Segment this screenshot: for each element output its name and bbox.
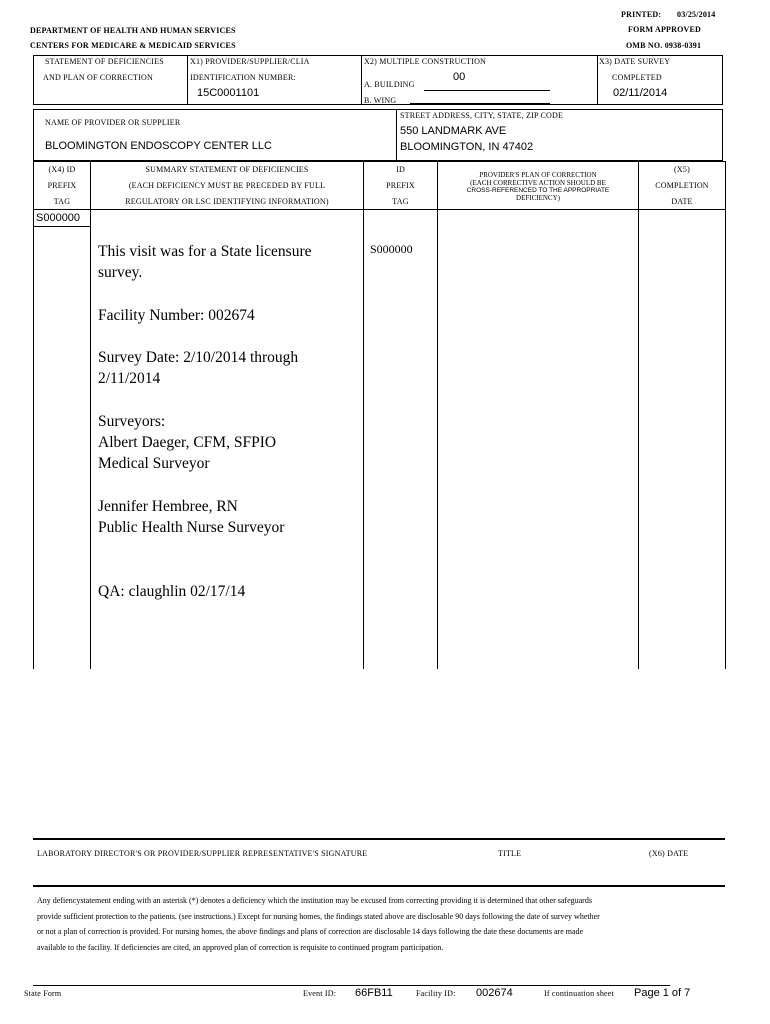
x1-label: X1) PROVIDER/SUPPLIER/CLIA — [190, 57, 310, 66]
x4-header-1: (X4) ID — [48, 165, 76, 174]
signature-bottom-line — [33, 885, 725, 887]
plan-header-2: (EACH CORRECTIVE ACTION SHOULD BE — [470, 179, 606, 187]
building-underline — [424, 90, 550, 91]
building-label: A. BUILDING — [364, 80, 415, 89]
x4-header-3: TAG — [53, 197, 71, 206]
col-divider-1 — [90, 161, 91, 669]
state-form-label: State Form — [24, 989, 62, 998]
centers-title: CENTERS FOR MEDICARE & MEDICAID SERVICES — [30, 41, 236, 50]
signature-top-line — [33, 838, 725, 840]
event-id-label: Event ID: — [303, 989, 337, 998]
provider-id-value: 15C0001101 — [197, 87, 260, 99]
summary-header-3: REGULATORY OR LSC IDENTIFYING INFORMATION) — [125, 197, 329, 206]
paragraph-visit: This visit was for a State licensure survey. — [98, 243, 312, 281]
form-approved: FORM APPROVED — [628, 25, 702, 34]
surveyor-2-role: Public Health Nurse Surveyor — [98, 519, 285, 536]
provider-box — [33, 109, 723, 161]
printed-date: 03/25/2014 — [677, 10, 716, 19]
statement-label-2: AND PLAN OF CORRECTION — [43, 73, 153, 82]
footer-line — [33, 985, 670, 986]
wing-label: B. WING — [364, 96, 397, 105]
summary-header-2: (EACH DEFICIENCY MUST BE PRECEDED BY FULL — [128, 181, 326, 190]
surveyor-1-name: Albert Daeger, CFM, SFPIO — [98, 434, 277, 451]
paragraph-survey-date: Survey Date: 2/10/2014 through 2/11/2014 — [98, 349, 299, 387]
provider-name-value: BLOOMINGTON ENDOSCOPY CENTER LLC — [45, 140, 272, 152]
page-number: Page 1 of 7 — [634, 987, 691, 999]
table-left-border — [33, 161, 34, 669]
left-tag-underline — [33, 226, 90, 227]
plan-header-1: PROVIDER'S PLAN OF CORRECTION — [479, 171, 597, 179]
statement-label-1: STATEMENT OF DEFICIENCIES — [45, 57, 164, 66]
id-header-3: TAG — [392, 197, 409, 206]
x5-header-2: COMPLETION — [655, 181, 709, 190]
address-line-1: 550 LANDMARK AVE — [400, 125, 507, 137]
col-divider-2 — [363, 161, 364, 669]
facility-id-value: 002674 — [476, 987, 513, 999]
table-right-border — [725, 161, 726, 669]
department-title: DEPARTMENT OF HEALTH AND HUMAN SERVICES — [30, 26, 236, 35]
event-id-value: 66FB11 — [355, 987, 393, 999]
plan-header-3: CROSS-REFERENCED TO THE APPROPRIATE — [466, 187, 610, 194]
col-divider-4 — [638, 161, 639, 669]
x5-header-1: (X5) — [674, 165, 690, 174]
surveyors-heading: Surveyors: — [98, 413, 166, 430]
title-label: TITLE — [498, 849, 522, 858]
address-line-2: BLOOMINGTON, IN 47402 — [400, 141, 534, 153]
id-header-2: PREFIX — [386, 181, 415, 190]
building-value: 00 — [453, 71, 466, 83]
surveyor-2-name: Jennifer Hembree, RN — [98, 498, 238, 515]
wing-underline — [410, 103, 550, 104]
summary-header-1: SUMMARY STATEMENT OF DEFICIENCIES — [145, 165, 309, 174]
address-label: STREET ADDRESS, CITY, STATE, ZIP CODE — [400, 111, 564, 120]
plan-header-4: DEFICIENCY) — [516, 194, 560, 202]
id-header-1: ID — [396, 165, 405, 174]
printed-label: PRINTED: — [621, 10, 662, 19]
provider-divider — [396, 109, 397, 161]
x3-label-2: COMPLETED — [612, 73, 662, 82]
id-tag: S000000 — [370, 242, 413, 256]
date-label: (X6) DATE — [649, 849, 689, 858]
facility-id-label: Facility ID: — [416, 989, 456, 998]
disclosure-notice: Any defiencystatement ending with an asterisk (*) denotes a deficiency which the institution may be excused from correcting providing it is determined that other safeguards provide sufficient protection to the patients. (see instructions.) Except for nursing homes, the findings stated above are disclosable 90 days following the date of survey whether or not a plan of correction is provided. For nursing homes, the above findings and plans of correction are disclosable 14 days following the date these documents are made available to the facility. If deficiencies are cited, an approved plan of correction is requisite to continued program participation. — [37, 896, 600, 952]
x2-label: X2) MULTIPLE CONSTRUCTION — [364, 57, 487, 66]
col-divider-3 — [437, 161, 438, 669]
provider-name-label: NAME OF PROVIDER OR SUPPLIER — [45, 118, 181, 127]
x4-header-2: PREFIX — [47, 181, 77, 190]
x1-label-2: IDENTIFICATION NUMBER: — [190, 73, 296, 82]
continuation-label: If continuation sheet — [544, 989, 614, 998]
x5-header-3: DATE — [671, 197, 693, 206]
left-tag: S000000 — [36, 212, 81, 224]
surveyor-1-role: Medical Surveyor — [98, 455, 210, 472]
survey-date-value: 02/11/2014 — [613, 87, 668, 99]
signature-label: LABORATORY DIRECTOR'S OR PROVIDER/SUPPLIER REPRESENTATIVE'S SIGNATURE — [37, 849, 368, 858]
x3-label: X3) DATE SURVEY — [599, 57, 671, 66]
qa-line: QA: claughlin 02/17/14 — [98, 583, 246, 600]
omb-number: OMB NO. 0938-0391 — [626, 41, 702, 50]
paragraph-facility: Facility Number: 002674 — [98, 307, 255, 324]
